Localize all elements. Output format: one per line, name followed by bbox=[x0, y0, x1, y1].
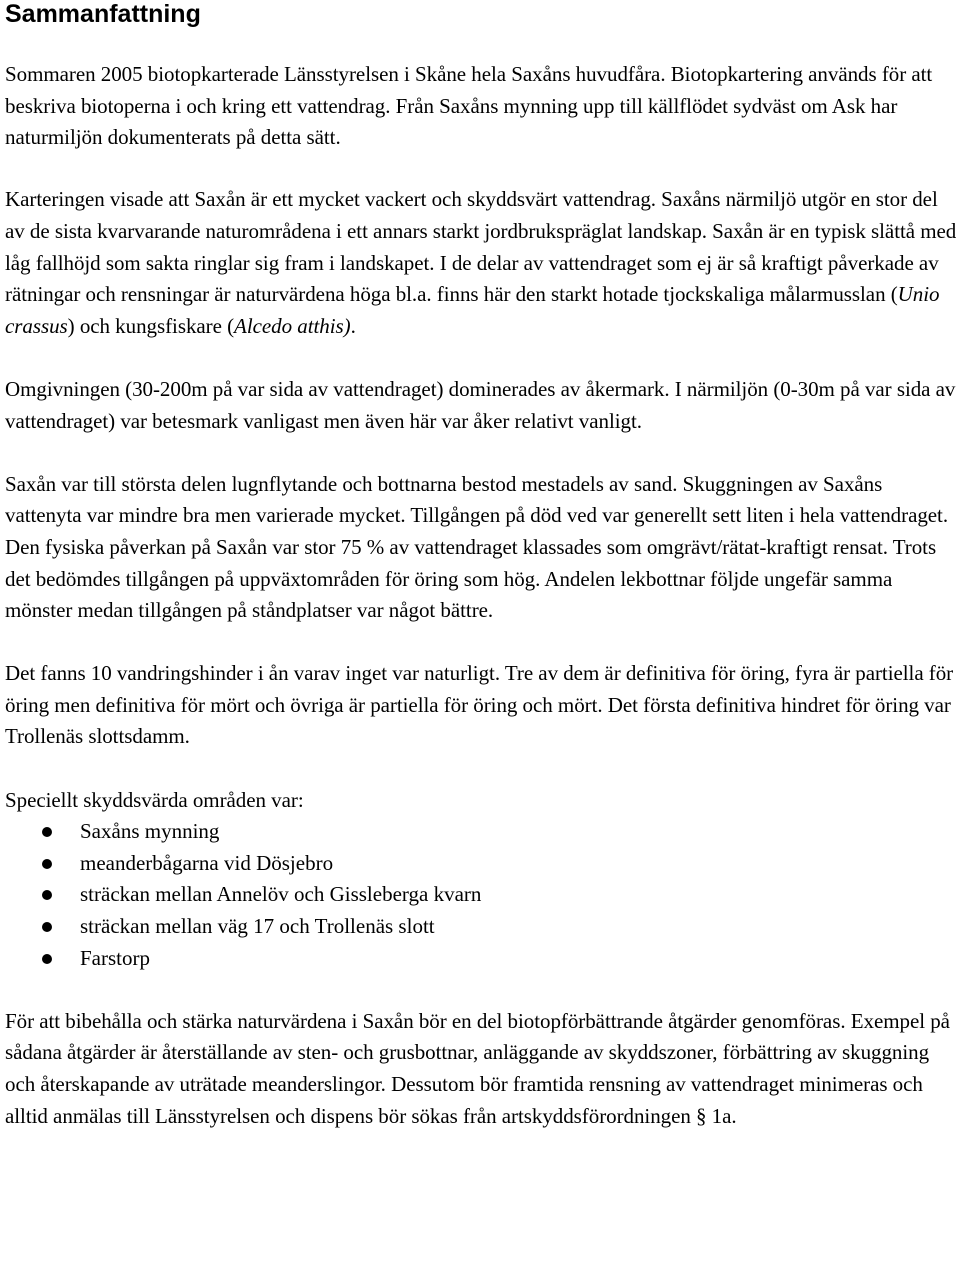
list-item bbox=[5, 943, 960, 975]
paragraph-river-bed: Saxån var till största delen lugnflytande och bottnarna bestod mestadels av sand. Skuggningen av Saxåns vattenyta var mindre bra men varierade mycket. Tillgången på död ved var generellt sett liten i hela vattendraget. Den fysiska påverkan på Saxån var stor 75 % av vattendraget klassades som omgrävt/rätat-kraftigt rensat. Trots det bedömdes tillgången på uppväxtområden för öring som hög. Andelen lekbottnar följde ungefär samma mönster medan tillgången på ståndplatser var något bättre. bbox=[5, 471, 949, 623]
paragraph-barriers: Det fanns 10 vandringshinder i ån varav inget var naturligt. Tre av dem är definitiva för öring, fyra är partiella för öring men definitiva för mört och övriga är partiella för öring och mört. Det första definitiva hindret för öring var Trollenäs slottsdamm. bbox=[5, 661, 954, 749]
page-title: Sammanfattning bbox=[5, 0, 201, 28]
protected-areas-list bbox=[5, 816, 960, 974]
list-item-label: Saxåns mynning bbox=[80, 819, 220, 844]
list-intro: Speciellt skyddsvärda områden var: bbox=[5, 787, 304, 812]
bullet-icon bbox=[42, 954, 52, 964]
list-item bbox=[5, 879, 960, 911]
list-item-label: sträckan mellan Annelöv och Gissleberga kvarn bbox=[80, 882, 482, 907]
bullet-icon bbox=[42, 890, 52, 900]
findings-text: Karteringen visade att Saxån är ett mycket vackert och skyddsvärt vattendrag. Saxåns närmiljö utgör en stor del av de sista kvarvarande naturområdena i ett annars starkt jordbrukspräglat landskap. Saxån är en typisk slättå med låg fallhöjd som sakta ringlar sig fram i landskapet. I de delar av vattendraget som ej är så kraftigt påverkade av rätningar och rensningar är naturvärdena höga bl.a. finns här den starkt hotade tjockskaliga målarmusslan ( bbox=[5, 187, 957, 307]
paragraph-findings bbox=[5, 184, 960, 342]
bullet-icon bbox=[42, 859, 52, 869]
species-name-mussel: Unio crassus bbox=[5, 282, 940, 338]
findings-text-cont: ) och kungsfiskare ( bbox=[67, 313, 235, 338]
paragraph-surroundings: Omgivningen (30-200m på var sida av vattendraget) dominerades av åkermark. I närmiljön (0-30m på var sida av vattendraget) var betesmark vanligast men även här var åker relativt vanligt. bbox=[5, 376, 956, 433]
list-item bbox=[5, 816, 960, 848]
list-item bbox=[5, 911, 960, 943]
list-item-label: sträckan mellan väg 17 och Trollenäs slott bbox=[80, 914, 435, 939]
paragraph-intro: Sommaren 2005 biotopkarterade Länsstyrelsen i Skåne hela Saxåns huvudfåra. Biotopkartering används för att beskriva biotoperna i och kring ett vattendrag. Från Saxåns mynning upp till källflödet sydväst om Ask har naturmiljön dokumenterats på detta sätt. bbox=[5, 62, 933, 150]
findings-text-end: . bbox=[350, 313, 356, 338]
paragraph-measures: För att bibehålla och stärka naturvärdena i Saxån bör en del biotopförbättrande åtgärder genomföras. Exempel på sådana åtgärder är återställande av sten- och grusbottnar, anläggande av skyddszoner, förbättring av skuggning och återskapande av uträtade meanderslingor. Dessutom bör framtida rensning av vattendraget minimeras och alltid anmälas till Länsstyrelsen och dispens bör sökas från artskyddsförordningen § 1a. bbox=[5, 1008, 950, 1128]
list-item-label: Farstorp bbox=[80, 945, 150, 970]
bullet-icon bbox=[42, 922, 52, 932]
document-page bbox=[5, 0, 960, 1132]
list-item bbox=[5, 848, 960, 880]
species-name-kingfisher: Alcedo atthis) bbox=[234, 313, 351, 338]
list-item-label: meanderbågarna vid Dösjebro bbox=[80, 850, 334, 875]
bullet-icon bbox=[42, 827, 52, 837]
